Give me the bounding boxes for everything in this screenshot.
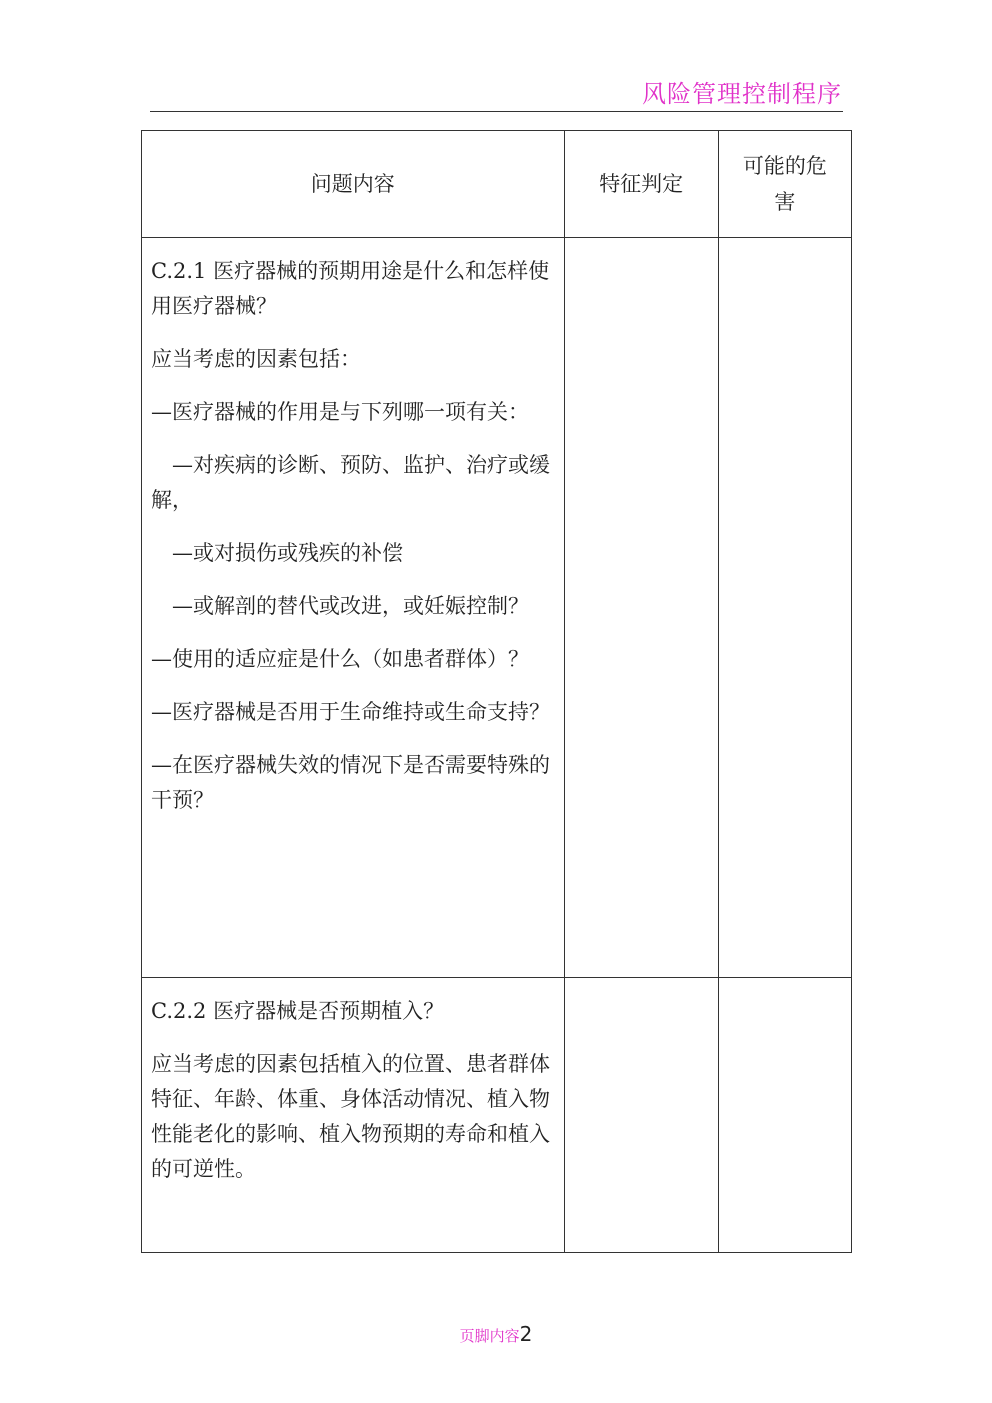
question-paragraph: —或解剖的替代或改进，或妊娠控制？ [172,594,529,618]
question-cell [142,238,565,978]
question-paragraph: 应当考虑的因素包括植入的位置、患者群体特征、年龄、体重、身体活动情况、植入物性能老化的影响、植入物预期的寿命和植入的可逆性。 [151,1052,550,1181]
column-header-hazard [718,131,851,238]
column-header-characteristic: 特征判定 [564,131,718,238]
column-header-question: 问题内容 [142,131,565,238]
risk-analysis-table [141,130,852,1253]
question-title: C.2.1 医疗器械的预期用途是什么和怎样使用医疗器械？ [151,259,550,318]
question-title: C.2.2 医疗器械是否预期植入？ [151,999,445,1023]
header-title: 风险管理控制程序 [642,80,842,108]
page-number: 2 [519,1322,533,1346]
question-paragraph: —对疾病的诊断、预防、监护、治疗或缓解， [151,453,550,512]
table-header-row [142,131,852,238]
question-cell [142,978,565,1253]
question-paragraph: 应当考虑的因素包括： [151,347,361,371]
characteristic-cell [564,978,718,1253]
question-paragraph: —医疗器械是否用于生命维持或生命支持？ [151,700,550,724]
question-paragraph: —在医疗器械失效的情况下是否需要特殊的干预？ [151,753,550,812]
table-row [142,978,852,1253]
characteristic-cell [564,238,718,978]
hazard-cell [718,238,851,978]
hazard-cell [718,978,851,1253]
question-paragraph: —使用的适应症是什么（如患者群体）？ [151,647,529,671]
table-row [142,238,852,978]
column-header-hazard-text: 可能的危害 [742,154,827,214]
header-divider [150,111,843,112]
question-paragraph: —或对损伤或残疾的补偿 [172,541,403,565]
question-paragraph: —医疗器械的作用是与下列哪一项有关： [151,400,529,424]
footer-text: 页脚内容 [459,1327,520,1345]
page-footer [0,1322,992,1346]
